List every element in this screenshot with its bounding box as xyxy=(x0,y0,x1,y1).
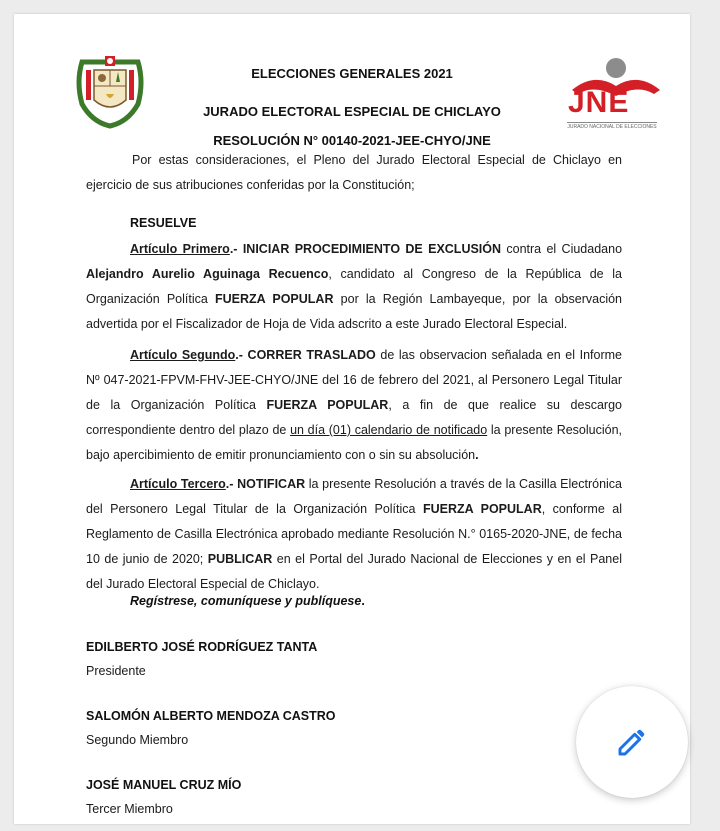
jury-title: JURADO ELECTORAL ESPECIAL DE CHICLAYO xyxy=(203,104,501,119)
article-1-action: INICIAR PROCEDIMIENTO DE EXCLUSIÓN xyxy=(242,242,502,256)
article-2-paragraph: Artículo Segundo.- CORRER TRASLADO de las observacion señalada en el Informe Nº 047-2021-FPVM-FHV-JEE-CHYO/JNE del 16 de febrero del 2021, al Personero Legal Titular de la Organización Política FUERZA POPULAR, a fin de que realice su descargo correspondiente dentro del plazo de un día (01) calendario de notificado la presente Resolución, bajo apercibimiento de emitir pronunciamiento con o sin su absolución. xyxy=(86,348,623,462)
signatory-name: SALOMÓN ALBERTO MENDOZA CASTRO xyxy=(86,709,336,723)
signatory-name: JOSÉ MANUEL CRUZ MÍO xyxy=(86,778,242,792)
jne-logo-text: JNE xyxy=(568,86,630,119)
resuelve-heading: RESUELVE xyxy=(130,216,197,230)
candidate-name: Alejandro Aurelio Aguinaga Recuenco xyxy=(86,267,329,281)
signatory-role: Presidente xyxy=(86,664,146,678)
party-name: FUERZA POPULAR xyxy=(422,502,542,516)
closing-formula: Regístrese, comuníquese y publíquese. xyxy=(130,594,365,608)
signatory-role: Tercer Miembro xyxy=(86,802,173,816)
article-1-paragraph: Artículo Primero.- INICIAR PROCEDIMIENTO DE EXCLUSIÓN contra el Ciudadano Alejandro Aurelio Aguinaga Recuenco, candidato al Congreso de la República de la Organización Política FUERZA POPULAR por la Región Lambayeque, por la observación advertida por el Fiscalizador de Hoja de Vida adscrito a este Jurado Electoral Especial. xyxy=(86,242,623,331)
article-3-action-2: PUBLICAR xyxy=(207,552,273,566)
article-3-title: Artículo Tercero xyxy=(130,477,226,491)
signatory-role: Segundo Miembro xyxy=(86,733,189,747)
deadline-term: un día (01) calendario de notificado xyxy=(290,423,488,437)
edit-fab-button[interactable] xyxy=(576,686,688,798)
article-3-action: NOTIFICAR xyxy=(237,477,306,491)
resolution-number: RESOLUCIÓN N° 00140-2021-JEE-CHYO/JNE xyxy=(213,133,491,148)
signatory-name: EDILBERTO JOSÉ RODRÍGUEZ TANTA xyxy=(86,640,318,654)
pencil-edit-icon xyxy=(616,726,648,758)
jne-logo-subtext: JURADO NACIONAL DE ELECCIONES xyxy=(567,124,657,130)
party-name: FUERZA POPULAR xyxy=(214,292,334,306)
article-2-title: Artículo Segundo xyxy=(130,348,236,362)
document-page xyxy=(14,14,690,824)
election-title: ELECCIONES GENERALES 2021 xyxy=(251,66,453,81)
article-2-action: CORRER TRASLADO xyxy=(247,348,376,362)
party-name: FUERZA POPULAR xyxy=(266,398,389,412)
intro-paragraph: Por estas consideraciones, el Pleno del Jurado Electoral Especial de Chiclayo en ejercicio de sus atribuciones conferidas por la Constitución; xyxy=(86,153,622,192)
article-3-paragraph: Artículo Tercero.- NOTIFICAR la presente Resolución a través de la Casilla Electrónica del Personero Legal Titular de la Organización Política FUERZA POPULAR, conforme al Reglamento de Casilla Electrónica aprobado mediante Resolución N.° 0165-2020-JNE, de fecha 10 de junio de 2020; PUBLICAR en el Portal del Jurado Nacional de Elecciones y en el Panel del Jurado Electoral Especial de Chiclayo. xyxy=(86,477,623,591)
article-1-title: Artículo Primero xyxy=(130,242,230,256)
